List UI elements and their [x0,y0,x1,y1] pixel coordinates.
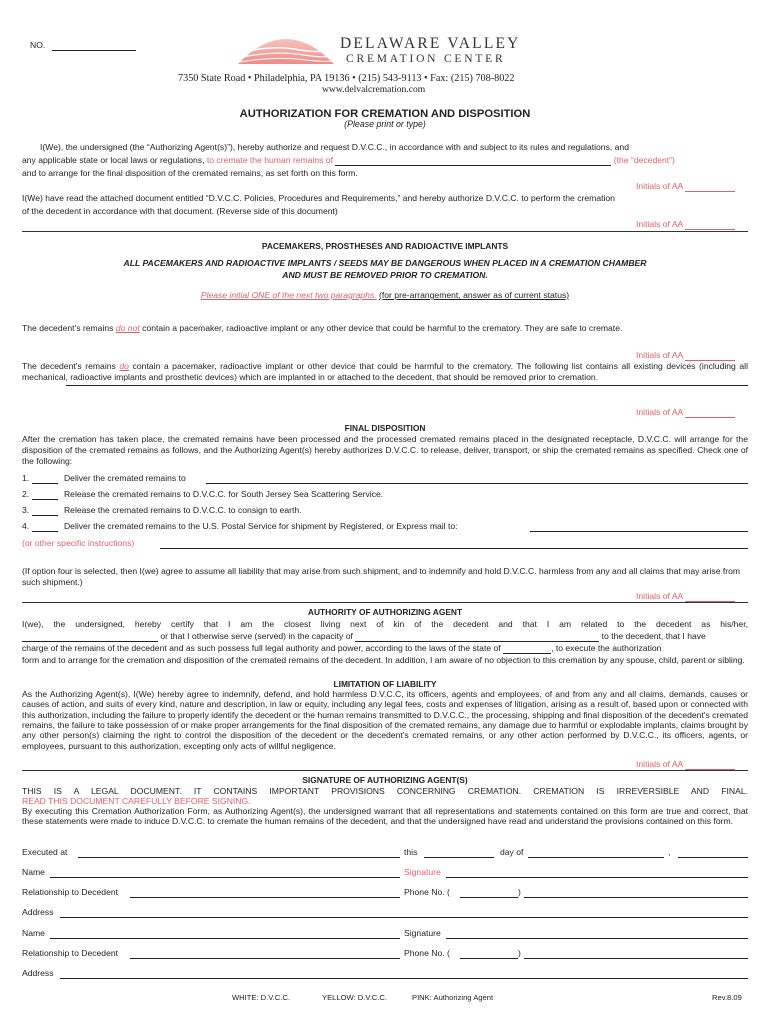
executed-at-label: Executed at [22,847,68,857]
relationship-field[interactable] [22,641,158,642]
option-1 [22,473,186,484]
authority-line4: form and to arrange for the cremation and disposition of the cremated remains of the decedent. In addition, I am aware of no objection to this cremation by any spouse, child, parent or sibling. [22,655,745,665]
option-4-note: (If option four is selected, then I(we) agree to assume all liability that may arise from such shipment, and to indemnify and hold D.V.C.C. harmless from any and all claims that may arise from such shipment.) [22,566,741,587]
initials-1 [636,181,735,192]
phone-field-2[interactable] [524,958,748,959]
initials-label: Initials of AA [636,181,683,191]
initials-3 [636,350,735,361]
initials-4 [636,407,735,418]
other-instructions-label: (or other specific instructions) [22,538,135,548]
address-label-2: Address [22,968,54,978]
final-disposition-text: After the cremation has taken place, the cremated remains have been processed and the processed cremated remains placed in the designated receptacle, D.V.C.C. will arrange for the disposition of the cremated remains as follows, and the Authorizing Agent(s) hereby authorizes D.V.C.C. to release, deliver, transport, or ship the cremated remains as specified. Check one of the following: [22,434,748,466]
phone-area-field-2[interactable] [460,958,518,959]
authority-text: charge of the remains of the decedent and as such possess full legal authority and power, according to the laws of the state of [22,643,501,653]
final-disposition-heading: FINAL DISPOSITION [344,423,426,433]
footer-yellow-copy: YELLOW: D.V.C.C. [322,993,387,1002]
day-of-label: day of [500,847,524,857]
phone-label-1: Phone No. ( [404,887,450,897]
option-2 [22,489,383,500]
signature-field-2[interactable] [446,938,748,939]
decedent-field-label: to cremate the human remains of [206,155,333,165]
liability-heading: LIMITATION OF LIABILITY [333,679,437,689]
liability-text: As the Authorizing Agent(s), I(We) hereby agree to indemnify, defend, and hold harmless D.V.C.C, its officers, agents and employees, of and from any and all claims, demands, causes or causes of action, and suits of every kind, nature and description, in law or equity, including any legal fees, costs and expenses of litigation, arising as a result of, based upon or connected with this authorization, including the failure to properly identify the decedent or the human remains transmitted to D.V.C.C., the processing, shipping and final disposition of the decedent's cremated remains, the failure to take possession of or make proper arrangements for the final disposition of the cremated remains, any damage due to harmful or explodable implants, claims brought by any other person(s) claiming the right to control the disposition of the decedent or the decedent's cremated remains, or any other action performed by D.V.C.C., its officers, agents, or employees, pursuant to this authorization, excepting only acts of willful negligence. [22,689,748,751]
initials-label: Initials of AA [636,350,683,360]
relationship-field-2[interactable] [130,958,400,959]
instruction-pink: Please initial ONE of the next two paragraphs. [200,290,377,300]
statement-text: The decedent's remains [22,361,116,371]
relationship-label-1: Relationship to Decedent [22,887,119,897]
name-field-2[interactable] [50,938,400,939]
no-pacemaker-statement [22,323,622,334]
option-text: Release the cremated remains to D.V.C.C. to consign to earth. [63,505,302,515]
mail-to-field[interactable] [530,531,748,532]
divider [22,602,748,603]
divider [22,231,748,232]
option-2-checkbox[interactable] [32,499,58,500]
initials-label: Initials of AA [636,407,683,417]
intro-p1-line3: and to arrange for the final disposition of the cremated remains, as set forth on this form. [22,168,358,178]
relationship-label-2: Relationship to Decedent [22,948,119,958]
page-subtitle: (Please print or type) [344,119,426,129]
phone-close-1: ) [518,887,521,897]
signature-field-1[interactable] [446,877,748,878]
decedent-name-field[interactable] [335,165,611,166]
read-notice: READ THIS DOCUMENT CAREFULLY BEFORE SIGNING. [22,796,251,806]
page-title: AUTHORIZATION FOR CREMATION AND DISPOSITION [239,108,531,120]
initials-label: Initials of AA [636,591,683,601]
do-not-word: do not [115,323,140,333]
sunset-logo-icon [230,20,342,68]
signature-label-1: Signature [404,867,441,877]
other-instructions-field[interactable] [160,548,748,549]
option-text: Deliver the cremated remains to [63,473,186,483]
option-text: Release the cremated remains to D.V.C.C. for South Jersey Sea Scattering Service. [63,489,384,499]
form-number [30,40,136,51]
phone-close-2: ) [518,948,521,958]
phone-field-1[interactable] [524,897,748,898]
authority-text: or that I otherwise serve (served) in the capacity of [160,631,353,641]
initials-2 [636,219,735,230]
devices-list-field[interactable] [66,385,748,386]
month-field[interactable] [528,857,664,858]
option-number: 4. [22,521,30,531]
intro-text: any applicable state or local laws or regulations, [22,155,205,165]
option-4 [22,521,458,532]
signature-text: By executing this Cremation Authorization Form, as Authorizing Agent(s), the undersigned warrant that all representations and statements contained on this form are true and correct, that these statements were made to induce D.V.C.C. to cremate the human remains of the decedent, and that the undersigned have read and understand the provisions contained on this form. [22,806,748,827]
initials-6 [636,759,735,770]
company-logo [230,20,342,68]
initials-label: Initials of AA [636,759,683,769]
divider [22,770,748,771]
pacemakers-instruction [0,290,770,301]
option-4-checkbox[interactable] [32,531,58,532]
option-3 [22,505,302,516]
address-label-1: Address [22,907,54,917]
phone-label-2: Phone No. ( [404,948,450,958]
company-address: 7350 State Road • Philadelphia, PA 19136 • (215) 543-9113 • Fax: (215) 708-8022 [178,73,515,84]
option-number: 3. [22,505,30,515]
address-field-1[interactable] [60,917,748,918]
deliver-to-field[interactable] [206,483,748,484]
year-field[interactable] [678,857,748,858]
decedent-label: (the “decedent”) [613,155,675,165]
intro-p2-line1: I(We) have read the attached document entitled “D.V.C.C. Policies, Procedures and Requirements,” and hereby authorize D.V.C.C. to perform the cremation [22,193,615,203]
footer-pink-copy: PINK: Authorizing Agent [412,993,494,1002]
signature-heading: SIGNATURE OF AUTHORIZING AGENT(S) [302,775,468,785]
name-label-1: Name [22,867,45,877]
day-field[interactable] [424,857,494,858]
option-number: 2. [22,489,30,499]
option-number: 1. [22,473,30,483]
form-number-label: NO. [30,40,46,50]
company-name-line1: DELAWARE VALLEY [340,35,521,52]
statement-text: contain a pacemaker, radioactive implant or any other device that could be harmful to the crematory. They are safe to cremate. [142,323,623,333]
name-label-2: Name [22,928,45,938]
form-number-field[interactable] [52,50,136,51]
authority-text: , to execute the authorization [551,643,662,653]
authority-heading: AUTHORITY OF AUTHORIZING AGENT [307,607,463,617]
state-field[interactable] [503,653,551,654]
do-word: do [119,361,129,371]
authority-line2 [22,631,748,642]
instruction-rest: (for pre-arrangement, answer as of current status) [379,290,570,300]
statement-text: The decedent's remains [22,323,114,333]
initials-field[interactable] [685,417,735,418]
capacity-field[interactable] [355,641,599,642]
legal-notice: THIS IS A LEGAL DOCUMENT. IT CONTAINS IMPORTANT PROVISIONS CONCERNING CREMATION. CREMATION IS IRREVERSIBLE AND FINAL. [22,786,748,796]
pacemakers-heading: PACEMAKERS, PROSTHESES AND RADIOACTIVE IMPLANTS [261,241,509,251]
authority-text: to the decedent, that I have [601,631,706,641]
initials-label: Initials of AA [636,219,683,229]
relationship-field-1[interactable] [130,897,400,898]
company-website: www.delvalcremation.com [322,84,426,95]
executed-at-field[interactable] [78,857,400,858]
intro-p1-line1: I(We), the undersigned (the “Authorizing Agent(s)”), hereby authorize and request D.V.C.C., in accordance with and subject to its rules and regulations, and [40,142,629,152]
intro-p2-line2: of the decedent in accordance with that document. (Reverse side of this document) [22,206,338,216]
has-pacemaker-statement [22,361,748,383]
phone-area-field-1[interactable] [460,897,518,898]
company-name-line2: CREMATION CENTER [346,53,506,65]
name-field-1[interactable] [50,877,400,878]
option-1-checkbox[interactable] [32,483,58,484]
signature-label-2: Signature [404,928,441,938]
initials-field[interactable] [685,229,735,230]
comma-label: , [668,847,671,857]
footer-revision: Rev.8.09 [712,993,742,1002]
footer-white-copy: WHITE: D.V.C.C. [232,993,290,1002]
pacemakers-warning-2: AND MUST BE REMOVED PRIOR TO CREMATION. [282,270,488,280]
intro-p1-line2 [22,155,748,166]
pacemakers-warning-1: ALL PACEMAKERS AND RADIOACTIVE IMPLANTS / SEEDS MAY BE DANGEROUS WHEN PLACED IN A CREMATION CHAMBER [123,258,647,268]
option-text: Deliver the cremated remains to the U.S. Postal Service for shipment by Registered, or Express mail to: [63,521,458,531]
address-field-2[interactable] [60,978,748,979]
authority-line3 [22,643,748,654]
statement-text: contain a pacemaker, radioactive implant or other device that could be harmful to the crematory. The following list contains all existing devices (including all mechanical, radioactive implants and prosthetic devices) which are implanted in or attached to the decedent, that should be removed prior to cremation. [22,361,748,382]
this-label: this [404,847,418,857]
initials-5 [636,591,735,602]
authority-line1: I(we), the undersigned, hereby certify that I am the closest living next of kin of the decedent and that I am related to the decedent as his/her, [22,619,748,629]
option-3-checkbox[interactable] [32,515,58,516]
initials-field[interactable] [685,191,735,192]
